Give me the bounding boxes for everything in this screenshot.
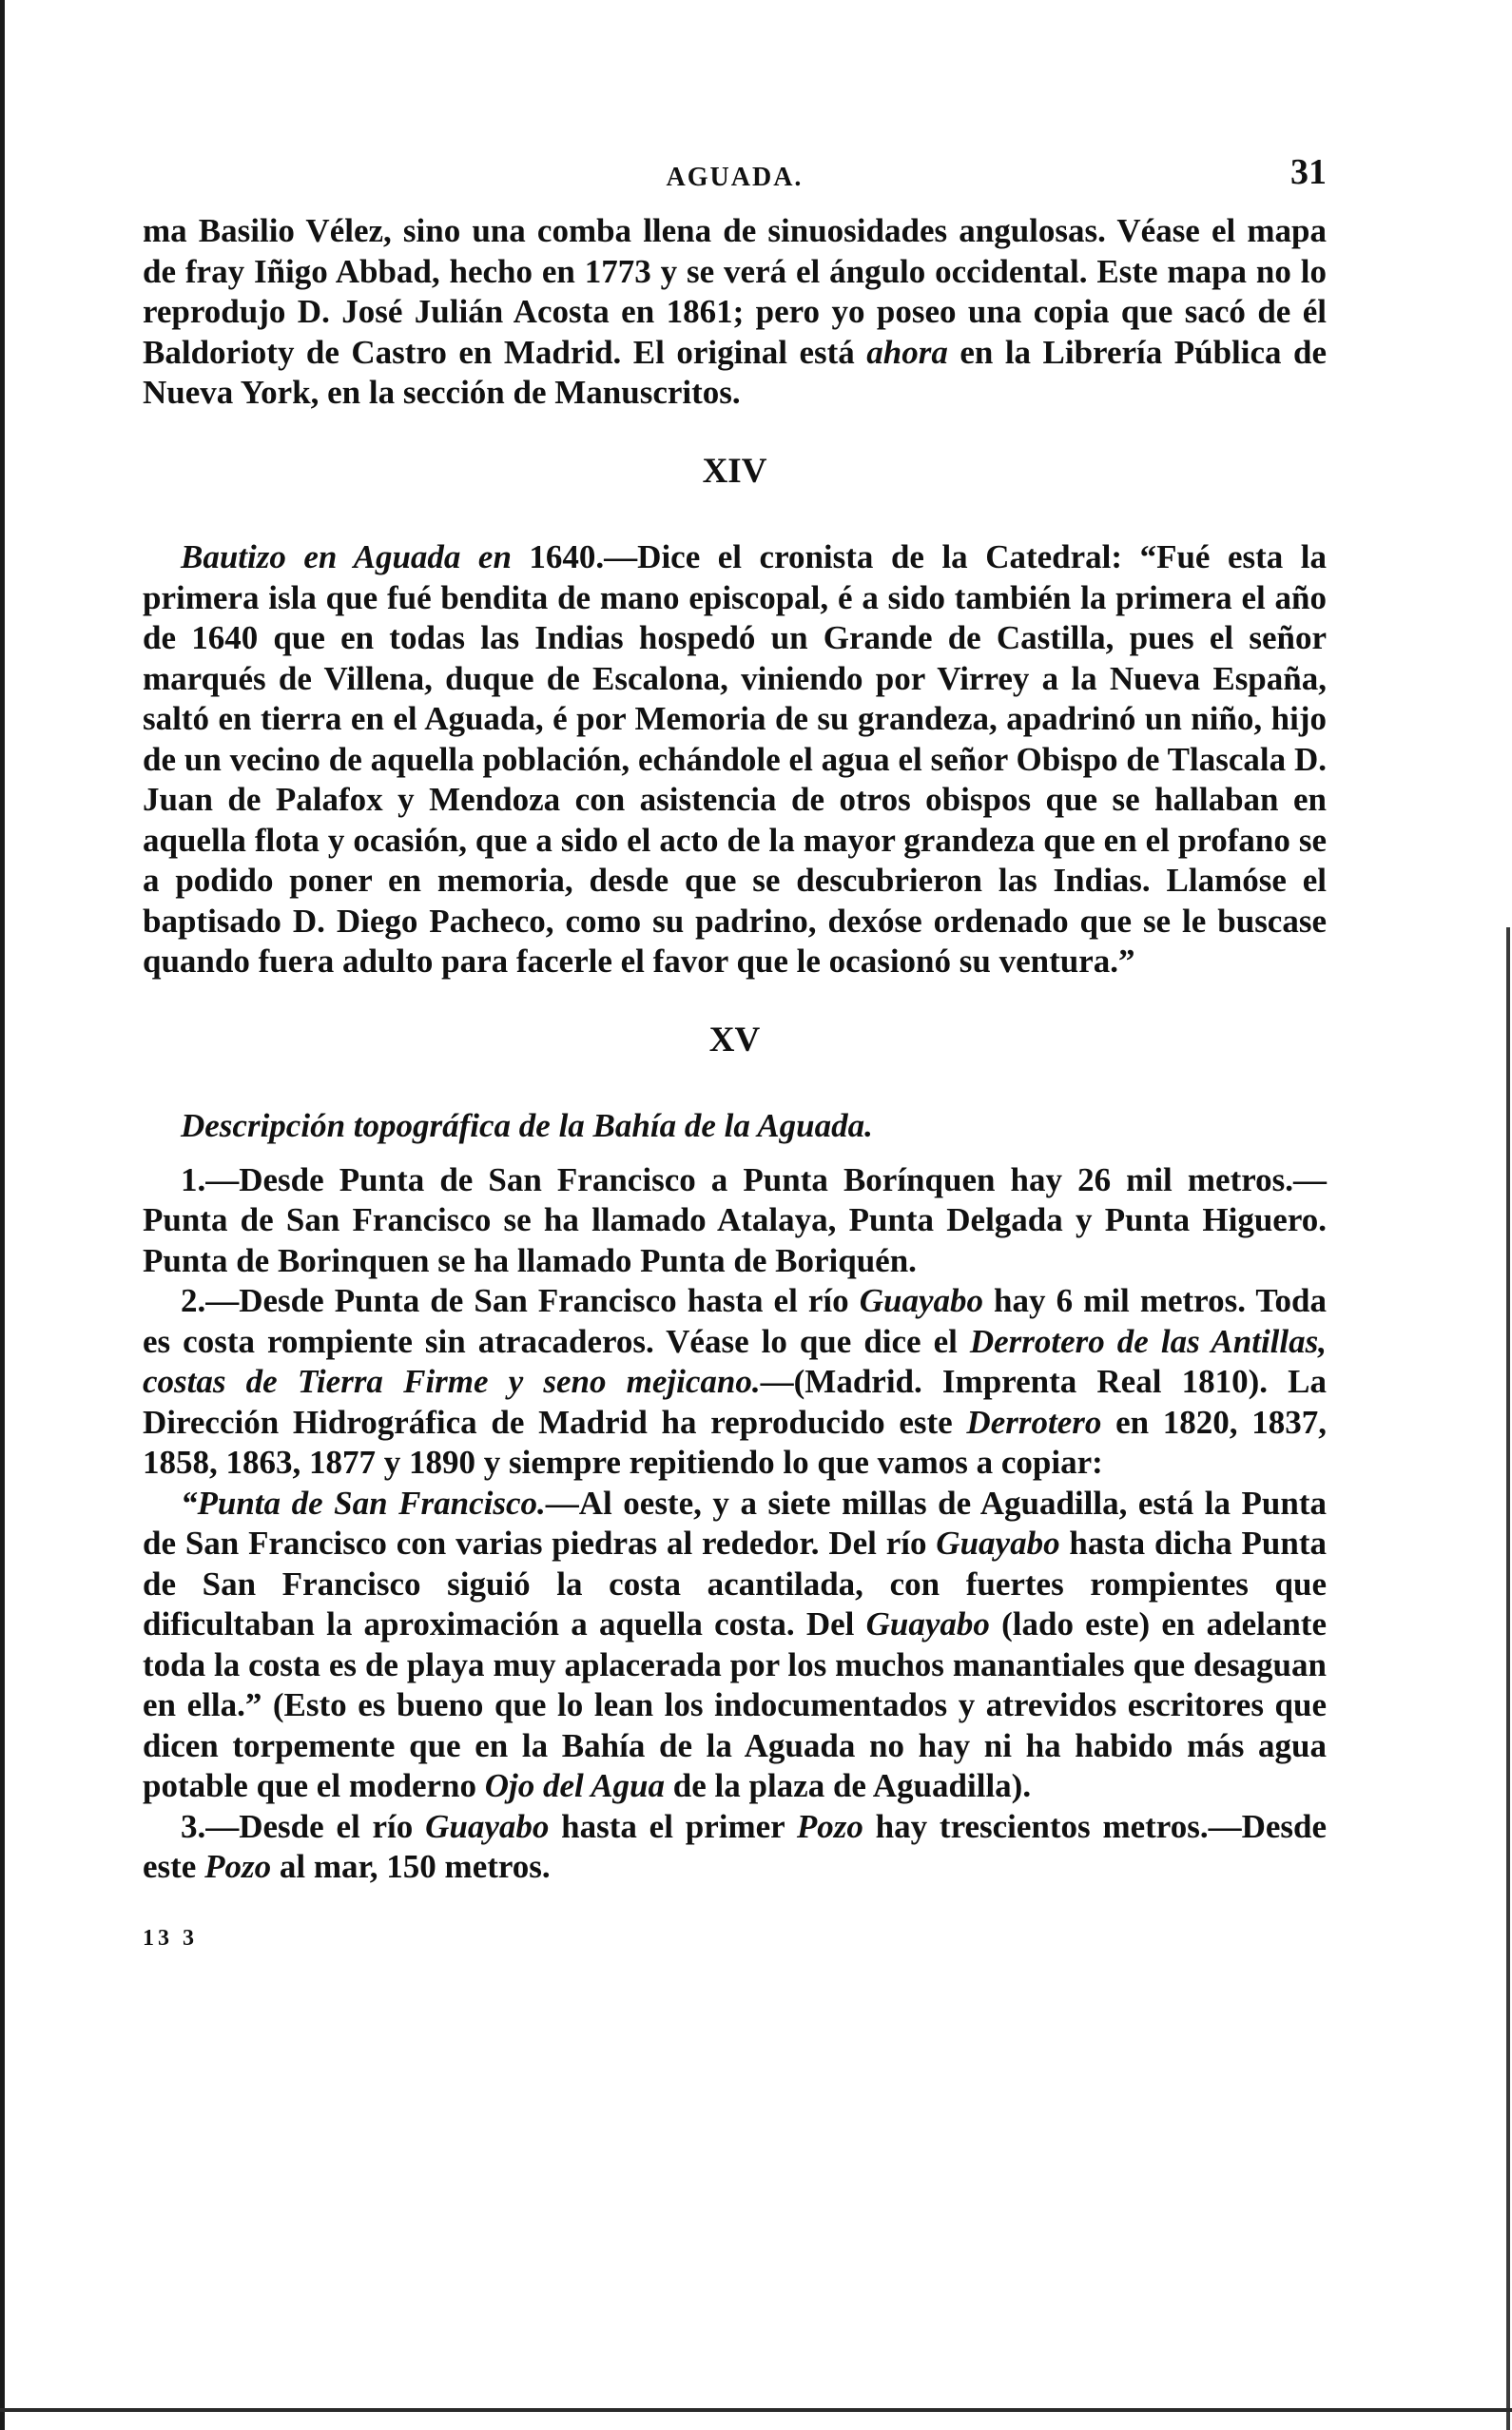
item3-guayabo: Guayabo [425, 1807, 550, 1845]
item2-c: —(Madrid. Imprenta Real 1810). La Dirección Hidrográfica de Madrid ha reproducido este [143, 1363, 1327, 1441]
section-xiv-quote: “Fué esta la primera isla que fué bendita de mano episcopal, é a sido también la primera el año de 1640 que en todas las Indias hospedó un Grande de Castilla, pues el señor marqués de Villena, duque de Escalona, viniendo por Virrey a la Nueva España, saltó en tierra en el Aguada, é por Memoria de su grandeza, apadrinó un niño, hijo de un vecino de aquella población, echándole el agua el señor Obispo de Tlascala D. Juan de Palafox y Mendoza con asistencia de otros obispos que se hallaban en aquella flota y ocasión, que a sido el acto de la mayor grandeza que en el profano se a podido poner en memoria, desde que se descubrieron las Indias. Llamóse el baptisado D. Diego Pacheco, como su padrino, dexóse ordenado que se le buscase quando fuera adulto para facerle el favor que le ocasionó su ventura.” [143, 538, 1327, 980]
book-page [143, 152, 1327, 1958]
item2-a: 2.—Desde Punta de San Francisco hasta el río [181, 1282, 860, 1319]
printer-signature-mark: 13 3 [143, 1925, 198, 1951]
section-xv-item-1: 1.—Desde Punta de San Francisco a Punta Borínquen hay 26 mil metros.—Punta de San Francisco se ha llamado Atalaya, Punta Delgada y Punta Higuero. Punta de Borinquen se ha llamado Punta de Boriquén. [143, 1160, 1327, 1279]
paragraph-continuation [143, 211, 1327, 414]
section-xv-title-text: Descripción topográfica de la Bahía de la Aguada. [181, 1107, 873, 1144]
section-xiv-title: Bautizo en Aguada en [181, 538, 512, 575]
quote-title: “Punta de San Francisco. [181, 1484, 546, 1522]
quote-b: hasta dicha Punta de San Francisco siguió la costa acantilada, con fuertes rompientes que dificultaban la aproximación a aquella costa. Del [143, 1525, 1327, 1643]
quote-guayabo-2: Guayabo [865, 1605, 990, 1643]
running-title: AGUADA. [666, 163, 804, 192]
item2-derrotero: Derrotero [966, 1403, 1102, 1441]
item3-b: hasta el primer [549, 1807, 797, 1845]
para1-end: en la Librería Pública de Nueva York, en la sección de Manuscritos. [143, 333, 1327, 411]
para1-text: ma Basilio Vélez, sino una comba llena de sinuosidades angulosas. Véase el mapa de fray Iñigo Abbad, hecho en 1773 y se verá el ángulo occidental. Este mapa no lo reprodujo D. José Julián Acosta en 1861; pero yo poseo una copia que sacó de él Baldorioty de Castro en Madrid. El original está [143, 212, 1327, 371]
item3-d: al mar, 150 metros. [271, 1848, 551, 1885]
page-number: 31 [1290, 152, 1327, 192]
item2-b: hay 6 mil metros. Toda es costa rompiente sin atracaderos. Véase lo que dice el [143, 1282, 1327, 1360]
section-numeral-xiv: XIV [702, 451, 767, 491]
quote-d: de la plaza de Aguadilla). [665, 1767, 1032, 1804]
quote-a: —Al oeste, y a siete millas de Aguadilla, está la Punta de San Francisco con varias piedras al rededor. Del río [143, 1484, 1327, 1562]
item3-c: hay trescientos metros.—Desde este [143, 1807, 1327, 1885]
section-xiv-paragraph [143, 537, 1327, 982]
section-xiv-year: 1640.—Dice el cronista de la Catedral: [511, 538, 1123, 575]
section-numeral-xv: XV [708, 1020, 761, 1059]
section-xv-item-2 [143, 1281, 1327, 1484]
item3-a: 3.—Desde el río [181, 1807, 426, 1845]
item2-derrotero-title: Derrotero de las Antillas, costas de Tierra Firme y seno mejicano. [143, 1322, 1327, 1400]
item3-pozo-1: Pozo [796, 1807, 863, 1845]
section-xv-title [143, 1106, 1327, 1147]
item2-d: en 1820, 1837, 1858, 1863, 1877 y 1890 y siempre repitiendo lo que vamos a copiar: [143, 1403, 1327, 1481]
scan-edge-left [0, 0, 5, 2430]
para1-italic: ahora [866, 333, 948, 371]
quote-ojo-del-agua: Ojo del Agua [484, 1767, 666, 1804]
item2-guayabo: Guayabo [859, 1282, 983, 1319]
section-xv-quote [143, 1484, 1327, 1807]
scan-edge-right [1506, 927, 1510, 2430]
quote-c: (lado este) en adelante toda la costa es de playa muy aplacerada por los muchos manantiales que desaguan en ella.” (Esto es bueno que lo lean los indocumentados y atrevidos escritores que dicen torpemente que en la Bahía de la Aguada no hay ni ha habido más agua potable que el moderno [143, 1605, 1327, 1804]
scan-edge-bottom [0, 2408, 1512, 2412]
page-header [143, 152, 1327, 211]
section-xv-item-3 [143, 1807, 1327, 1888]
item3-pozo-2: Pozo [204, 1848, 272, 1885]
quote-guayabo-1: Guayabo [936, 1525, 1060, 1562]
